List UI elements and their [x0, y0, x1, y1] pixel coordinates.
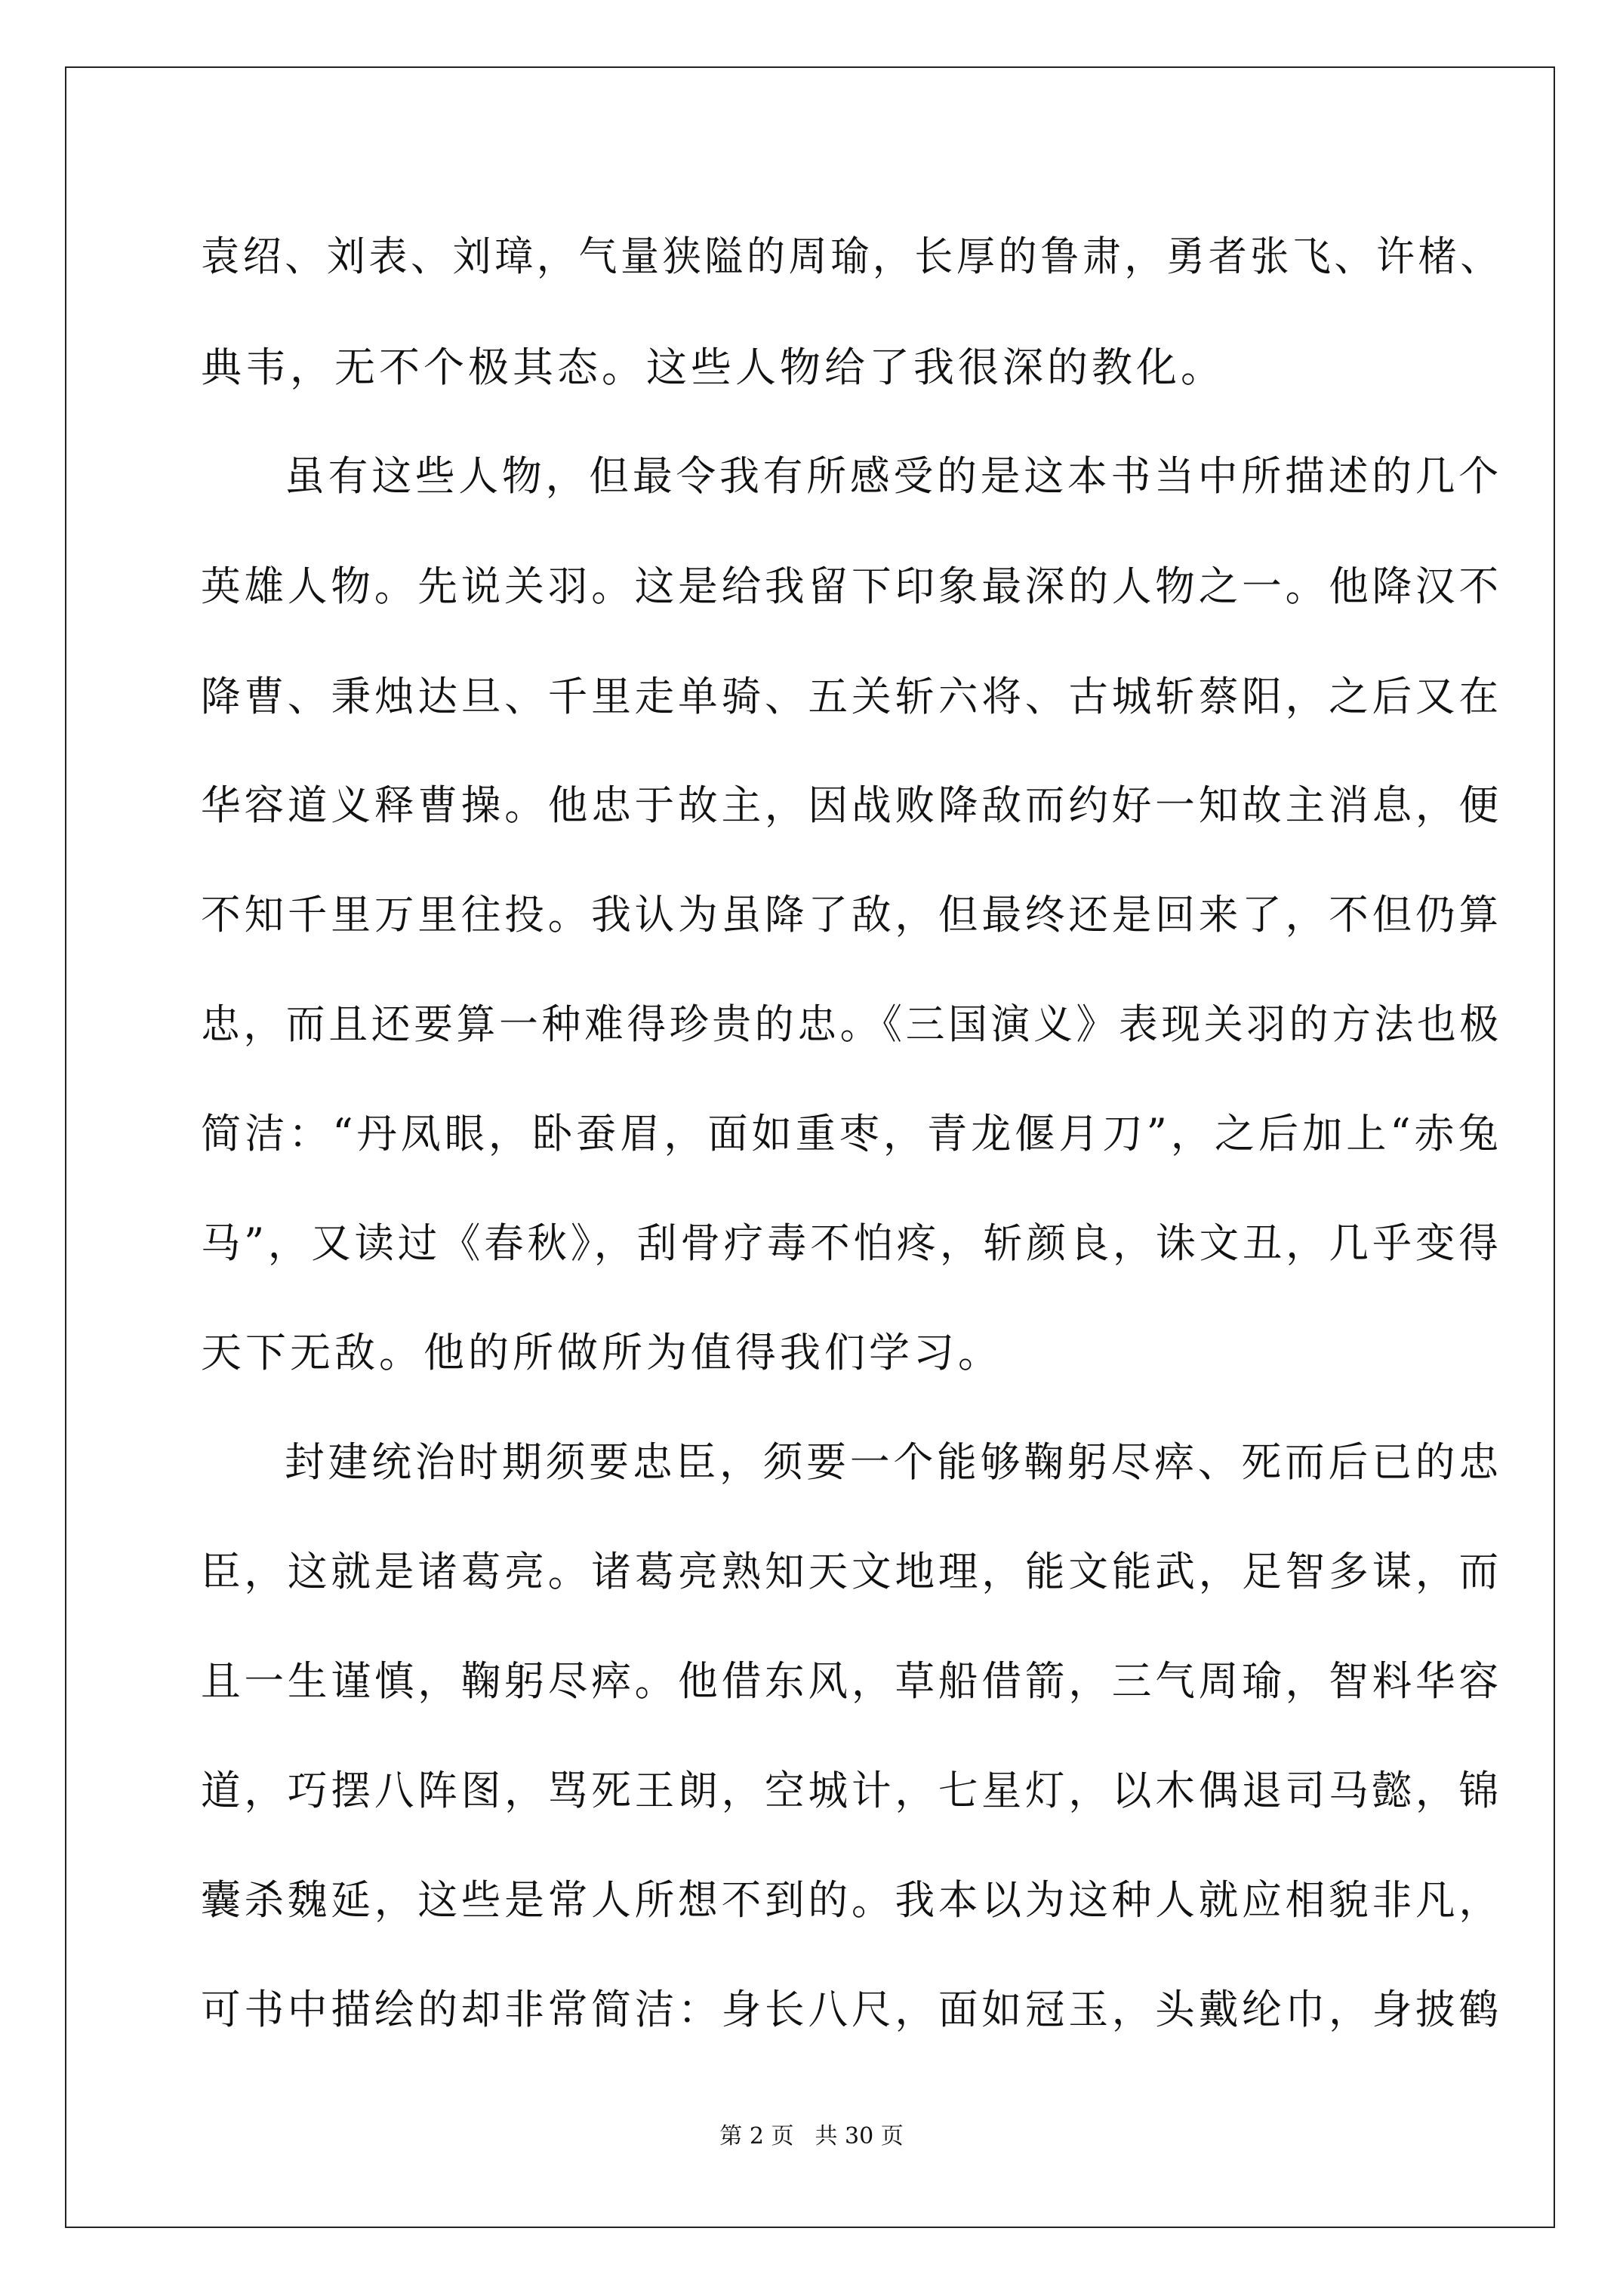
text-line: 且一生谨慎，鞠躬尽瘁。他借东风，草船借箭，三气周瑜，智料华容 [201, 1657, 1502, 1705]
text-line-paragraph-start: 虽有这些人物，但最令我有所感受的是这本书当中所描述的几个 [285, 452, 1503, 500]
text-line: 典韦，无不个极其态。这些人物给了我很深的教化。 [201, 344, 1225, 391]
page-number: 第 2 页 [719, 2123, 794, 2150]
text-line: 天下无敌。他的所做所为值得我们学习。 [201, 1329, 1002, 1376]
text-line-paragraph-start: 封建统治时期须要忠臣，须要一个能够鞠躬尽瘁、死而后已的忠 [285, 1438, 1503, 1486]
page-footer [0, 2123, 1623, 2150]
text-line: 英雄人物。先说关羽。这是给我留下印象最深的人物之一。他降汉不 [201, 562, 1502, 610]
text-line: 不知千里万里往投。我认为虽降了敌，但最终还是回来了，不但仍算 [201, 891, 1502, 938]
text-line: 袁绍、刘表、刘璋，气量狭隘的周瑜，长厚的鲁肃，勇者张飞、许楮、 [201, 233, 1503, 280]
text-line: 华容道义释曹操。他忠于故主，因战败降敌而约好一知故主消息，便 [201, 781, 1502, 829]
text-line: 囊杀魏延，这些是常人所想不到的。我本以为这种人就应相貌非凡， [201, 1876, 1502, 1924]
text-line: 忠，而且还要算一种难得珍贵的忠。《三国演义》表现关羽的方法也极 [201, 1000, 1502, 1048]
text-line: 臣，这就是诸葛亮。诸葛亮熟知天文地理，能文能武，足智多谋，而 [201, 1548, 1502, 1595]
text-line: 简洁：“丹凤眼，卧蚕眉，面如重枣，青龙偃月刀”，之后加上“赤兔 [201, 1110, 1502, 1157]
text-line: 马”，又读过《春秋》，刮骨疗毒不怕疼，斩颜良，诛文丑，几乎变得 [201, 1219, 1502, 1267]
text-line: 道，巧摆八阵图，骂死王朗，空城计，七星灯，以木偶退司马懿，锦 [201, 1767, 1502, 1814]
text-line: 降曹、秉烛达旦、千里走单骑、五关斩六将、古城斩蔡阳，之后又在 [201, 673, 1502, 720]
page-total: 共 30 页 [815, 2123, 904, 2150]
text-line: 可书中描绘的却非常简洁：身长八尺，面如冠玉，头戴纶巾，身披鹤 [201, 1986, 1502, 2033]
